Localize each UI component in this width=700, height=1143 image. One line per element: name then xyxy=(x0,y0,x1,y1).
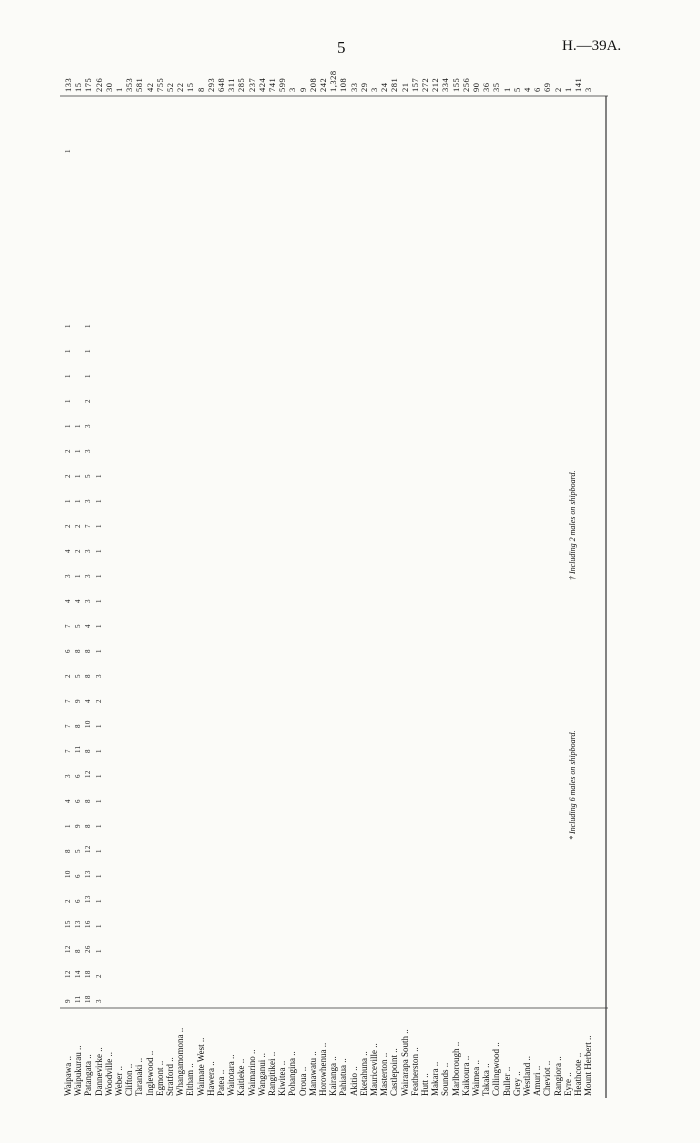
district-name: Amuri .. xyxy=(532,1065,543,1096)
table-cell: 2 xyxy=(74,549,83,553)
table-cell: 3 xyxy=(84,499,93,503)
district-name: Kiwitea .. xyxy=(277,1060,288,1096)
footnote: * Including 6 males on shipboard. xyxy=(568,730,577,840)
table-cell: 18 xyxy=(84,970,93,978)
table-cell: 1 xyxy=(94,924,103,928)
table-cell: 1 xyxy=(94,799,103,803)
total-value: 242 xyxy=(318,77,328,92)
district-name: Akitio .. xyxy=(348,1066,359,1096)
total-value: 311 xyxy=(226,78,237,92)
total-value: 1 xyxy=(501,87,512,92)
district-name: Takaka .. xyxy=(481,1063,492,1096)
district-name: Horowhenua .. xyxy=(318,1042,328,1096)
total-value: 353 xyxy=(124,77,135,92)
table-cell: 1 xyxy=(94,624,103,628)
table-cell: 15 xyxy=(64,920,72,928)
district-name: Mount Herbert .. xyxy=(583,1035,594,1096)
table-cell: 2 xyxy=(64,524,72,528)
total-value: 108 xyxy=(338,77,349,92)
total-value: 208 xyxy=(307,77,318,92)
total-value: 5 xyxy=(511,87,522,92)
table-cell: 9 xyxy=(64,999,72,1003)
table-cell: 1 xyxy=(84,324,93,328)
table-cell: 2 xyxy=(74,524,83,528)
table-cell: 6 xyxy=(74,774,83,778)
table-cell: 1 xyxy=(94,474,103,478)
table-cell: 1 xyxy=(94,649,103,653)
table-cell: 1 xyxy=(94,899,103,903)
total-value: 4 xyxy=(522,87,532,92)
total-value: 90 xyxy=(471,82,481,92)
table-cell: 3 xyxy=(64,774,72,778)
district-name: Heathcote .. xyxy=(573,1052,583,1096)
district-name: Cheviot .. xyxy=(542,1060,553,1096)
table-cell: 3 xyxy=(84,449,93,453)
table-cell: 2 xyxy=(64,899,72,903)
table-cell: 8 xyxy=(84,649,93,653)
total-value: 155 xyxy=(450,77,461,92)
table-cell: 8 xyxy=(74,949,83,953)
total-value: 334 xyxy=(440,77,451,92)
table-cell: 12 xyxy=(84,770,93,778)
district-name: Marlborough .. xyxy=(450,1041,461,1096)
table-cell: 1 xyxy=(64,349,72,353)
table-cell: 1 xyxy=(64,499,72,503)
total-value: 33 xyxy=(348,82,359,92)
table-cell: 1 xyxy=(64,824,72,828)
district-name: Pahiatua .. xyxy=(338,1058,349,1096)
table-cell: 3 xyxy=(94,999,103,1003)
total-value: 36 xyxy=(481,82,492,92)
table-cell: 2 xyxy=(64,474,72,478)
total-value: 141 xyxy=(573,77,583,92)
table-cell: 3 xyxy=(84,549,93,553)
table-cell: 26 xyxy=(84,945,93,953)
page-reference: H.—39A. xyxy=(562,38,622,54)
district-name: Makara .. xyxy=(430,1061,441,1096)
table-cell: 1 xyxy=(84,349,93,353)
total-value: 2 xyxy=(552,87,563,92)
table-cell: 5 xyxy=(74,849,83,853)
page-number: 5 xyxy=(337,38,346,57)
district-name: Weber .. xyxy=(114,1065,124,1096)
district-name: Kaikoura .. xyxy=(460,1055,471,1096)
table-cell: 8 xyxy=(84,749,93,753)
total-value: 157 xyxy=(409,77,420,92)
table-cell: 8 xyxy=(84,674,93,678)
table-cell: 4 xyxy=(64,799,72,803)
table-cell: 1 xyxy=(64,374,72,378)
table-cell: 2 xyxy=(64,449,72,453)
total-value: 3 xyxy=(287,87,298,92)
table-cell: 8 xyxy=(74,649,83,653)
total-value: 69 xyxy=(542,82,553,92)
rotated-table xyxy=(60,58,616,1098)
total-value: 3 xyxy=(369,87,379,92)
total-value: 212 xyxy=(430,77,441,92)
district-name: Grey .. xyxy=(511,1071,522,1096)
district-name: Westland .. xyxy=(522,1055,532,1096)
district-name: Dannevirke .. xyxy=(93,1047,104,1096)
table-cell: 9 xyxy=(74,699,83,703)
table-cell: 1 xyxy=(94,824,103,828)
total-value: 21 xyxy=(399,82,410,92)
table-cell: 16 xyxy=(84,920,93,928)
table-cell: 5 xyxy=(74,624,83,628)
table-cell: 1 xyxy=(64,149,72,153)
district-name: Hutt .. xyxy=(420,1073,430,1096)
district-name: Clifton .. xyxy=(124,1063,135,1096)
total-value: 256 xyxy=(460,77,471,92)
table-cell: 4 xyxy=(64,549,72,553)
table-cell: 14 xyxy=(74,970,83,978)
total-value: 52 xyxy=(165,82,175,92)
district-name: Castlepoint .. xyxy=(389,1048,400,1096)
total-value: 6 xyxy=(532,87,543,92)
table-cell: 1 xyxy=(94,724,103,728)
table-cell: 1 xyxy=(94,774,103,778)
district-name: Woodville .. xyxy=(103,1051,114,1096)
table-cell: 1 xyxy=(74,474,83,478)
district-name: Stratford .. xyxy=(165,1057,175,1096)
table-cell: 1 xyxy=(94,874,103,878)
district-name: Kairanga .. xyxy=(328,1056,339,1096)
table-cell: 13 xyxy=(74,920,83,928)
table-cell: 7 xyxy=(84,524,93,528)
table-cell: 1 xyxy=(94,749,103,753)
table-cell: 10 xyxy=(64,870,72,878)
table-cell: 4 xyxy=(84,699,93,703)
district-name: Eketahuna .. xyxy=(358,1051,369,1096)
district-name: Patangata .. xyxy=(83,1054,94,1096)
total-value: 133 xyxy=(63,77,73,92)
table-cell: 1 xyxy=(94,849,103,853)
district-name: Sounds .. xyxy=(440,1062,451,1096)
total-value: 424 xyxy=(256,77,267,92)
table-cell: 2 xyxy=(64,674,72,678)
district-name: Manawatu .. xyxy=(307,1051,318,1096)
table-cell: 1 xyxy=(94,949,103,953)
table-cell: 1 xyxy=(74,574,83,578)
total-value: 1,328 xyxy=(328,70,339,92)
table-cell: 3 xyxy=(84,599,93,603)
district-name: Wanganui .. xyxy=(256,1052,267,1096)
table-cell: 1 xyxy=(94,549,103,553)
total-value: 42 xyxy=(144,82,155,92)
district-name: Waipukurau .. xyxy=(73,1045,84,1096)
table-cell: 9 xyxy=(74,824,83,828)
total-value: 1 xyxy=(562,87,573,92)
table-cell: 4 xyxy=(74,599,83,603)
table-cell: 6 xyxy=(74,874,83,878)
district-name: Waitotara .. xyxy=(226,1054,237,1096)
total-value: 30 xyxy=(103,82,114,92)
table-cell: 8 xyxy=(84,799,93,803)
total-value: 15 xyxy=(73,82,84,92)
total-value: 237 xyxy=(246,77,257,92)
total-value: 15 xyxy=(185,82,196,92)
total-value: 226 xyxy=(93,77,104,92)
district-name: Whangamomona .. xyxy=(175,1027,186,1096)
table-cell: 7 xyxy=(64,724,72,728)
district-name: Egmont .. xyxy=(154,1060,165,1096)
district-name: Mauriceville .. xyxy=(369,1043,379,1096)
total-value: 293 xyxy=(205,77,216,92)
table-cell: 6 xyxy=(64,649,72,653)
total-value: 1 xyxy=(114,87,124,92)
table-cell: 1 xyxy=(94,524,103,528)
table-cell: 5 xyxy=(84,474,93,478)
table-cell: 12 xyxy=(64,970,72,978)
total-value: 741 xyxy=(267,77,277,92)
total-value: 3 xyxy=(583,87,594,92)
table-cell: 7 xyxy=(64,624,72,628)
total-value: 22 xyxy=(175,82,186,92)
table-cell: 1 xyxy=(74,499,83,503)
district-name: Masterton .. xyxy=(379,1052,390,1096)
table-cell: 1 xyxy=(84,374,93,378)
table-cell: 2 xyxy=(84,399,93,403)
total-value: 29 xyxy=(358,82,369,92)
table-cell: 13 xyxy=(84,895,93,903)
district-name: Collingwood .. xyxy=(491,1042,502,1096)
table-cell: 7 xyxy=(64,699,72,703)
table-cell: 2 xyxy=(94,974,103,978)
table-cell: 1 xyxy=(94,599,103,603)
district-name: Patea .. xyxy=(216,1069,226,1096)
table-cell: 1 xyxy=(64,324,72,328)
district-name: Oroua .. xyxy=(297,1066,308,1096)
table-cell: 7 xyxy=(64,749,72,753)
table-cell: 6 xyxy=(74,799,83,803)
table-cell: 12 xyxy=(84,845,93,853)
table-cell: 13 xyxy=(84,870,93,878)
table-cell: 4 xyxy=(84,624,93,628)
table-cell: 8 xyxy=(84,824,93,828)
table-cell: 5 xyxy=(74,674,83,678)
total-value: 175 xyxy=(83,77,94,92)
total-value: 8 xyxy=(195,87,206,92)
table-cell: 3 xyxy=(64,574,72,578)
table-cell: 10 xyxy=(84,720,93,728)
total-value: 24 xyxy=(379,82,390,92)
table-cell: 1 xyxy=(64,399,72,403)
table-cell: 1 xyxy=(64,424,72,428)
table-cell: 11 xyxy=(74,995,83,1003)
district-name: Pohangina .. xyxy=(287,1051,298,1096)
table-rules xyxy=(60,58,616,1098)
total-value: 648 xyxy=(216,77,226,92)
total-value: 9 xyxy=(297,87,308,92)
district-name: Kaitieke .. xyxy=(236,1058,247,1096)
district-name: Waimea .. xyxy=(471,1059,481,1096)
district-name: Hawera .. xyxy=(205,1061,216,1096)
total-value: 755 xyxy=(154,77,165,92)
table-cell: 3 xyxy=(84,574,93,578)
district-name: Waipawa .. xyxy=(63,1055,73,1096)
district-name: Wairarapa South .. xyxy=(399,1029,410,1096)
district-name: Rangitikei .. xyxy=(267,1051,277,1096)
table-cell: 8 xyxy=(64,849,72,853)
table-cell: 4 xyxy=(64,599,72,603)
district-name: Waimarino .. xyxy=(246,1049,257,1096)
table-cell: 1 xyxy=(74,424,83,428)
total-value: 581 xyxy=(134,77,145,92)
district-name: Inglewood .. xyxy=(144,1050,155,1096)
table-cell: 3 xyxy=(84,424,93,428)
table-cell: 2 xyxy=(94,699,103,703)
total-value: 35 xyxy=(491,82,502,92)
table-cell: 3 xyxy=(94,674,103,678)
district-name: Eltham .. xyxy=(185,1063,196,1096)
table-cell: 1 xyxy=(94,499,103,503)
footnote: † Including 2 males on shipboard. xyxy=(568,470,577,580)
table-cell: 1 xyxy=(74,449,83,453)
table-cell: 6 xyxy=(74,899,83,903)
total-value: 272 xyxy=(420,77,430,92)
table-cell: 1 xyxy=(94,574,103,578)
total-value: 281 xyxy=(389,77,400,92)
district-name: Eyre .. xyxy=(562,1072,573,1096)
total-value: 285 xyxy=(236,77,247,92)
district-name: Buller .. xyxy=(501,1066,512,1096)
district-name: Rangiora .. xyxy=(552,1056,563,1096)
district-name: Taranaki .. xyxy=(134,1057,145,1096)
table-cell: 18 xyxy=(84,995,93,1003)
table-cell: 12 xyxy=(64,945,72,953)
table-cell: 11 xyxy=(74,745,83,753)
total-value: 599 xyxy=(277,77,288,92)
table-cell: 8 xyxy=(74,724,83,728)
district-name: Featherston .. xyxy=(409,1047,420,1096)
district-name: Waimate West .. xyxy=(195,1037,206,1096)
